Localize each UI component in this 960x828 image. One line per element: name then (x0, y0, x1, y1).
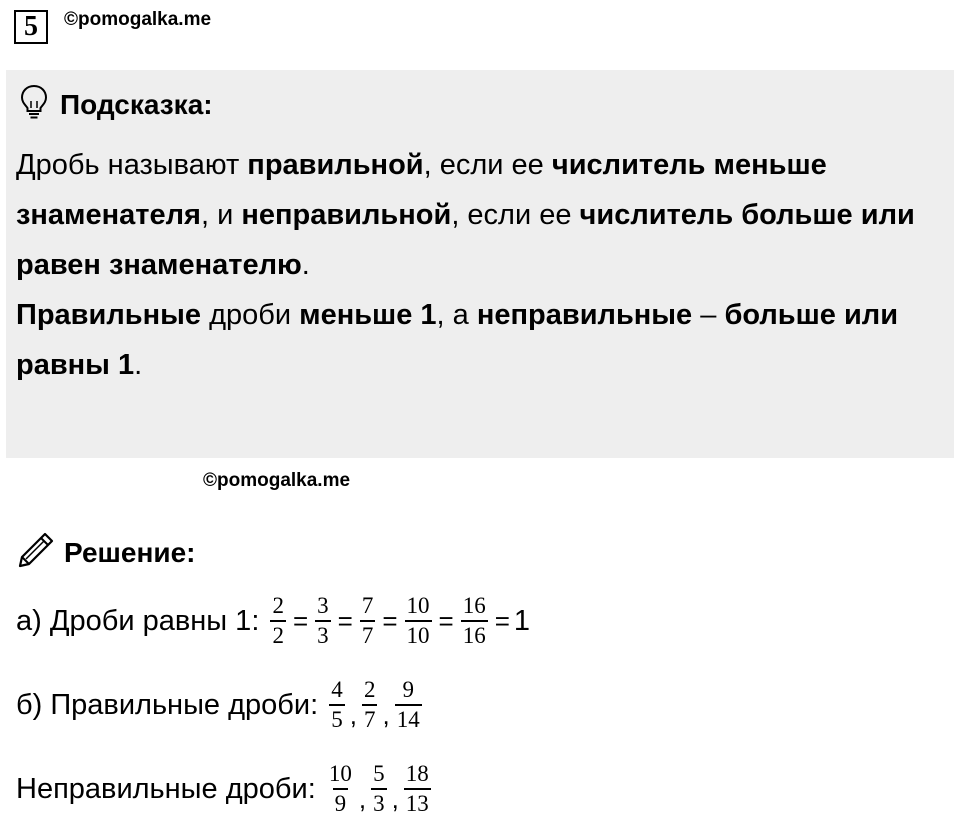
fraction-numerator: 3 (317, 593, 329, 618)
row-b-prefix: б) Правильные дроби: (16, 688, 327, 721)
equals-sign: = (382, 605, 398, 636)
equals-sign: = (438, 605, 454, 636)
hint-paragraph-1 (16, 140, 944, 290)
hint-text-segment: , если ее (451, 199, 580, 231)
fraction (461, 594, 488, 648)
fraction-denominator: 3 (371, 788, 387, 816)
answer-row-a (16, 594, 530, 648)
fraction-denominator: 7 (362, 704, 378, 732)
fraction (270, 594, 286, 648)
watermark-top: ©pomogalka.me (64, 9, 212, 30)
answer-row-b (16, 678, 425, 732)
fraction-numerator: 4 (331, 677, 343, 702)
hint-text (16, 140, 944, 390)
hint-text-segment: – (692, 299, 725, 331)
hint-bold-numerator-less: числитель меньше знаменателя (16, 149, 827, 231)
fraction-numerator: 7 (361, 593, 374, 618)
fraction-numerator: 10 (328, 761, 352, 786)
fraction (395, 678, 422, 732)
row-c-prefix: Неправильные дроби: (16, 772, 324, 805)
fraction-denominator: 2 (270, 620, 286, 648)
fraction (327, 762, 354, 816)
fraction-numerator: 5 (373, 761, 385, 786)
equals-sign: = (292, 605, 309, 636)
hint-text-segment: дроби (201, 299, 300, 331)
fraction-denominator: 7 (360, 620, 376, 648)
answer-row-c (16, 762, 434, 816)
fraction (329, 678, 345, 732)
pencil-icon (16, 530, 56, 575)
fraction-denominator: 14 (395, 704, 422, 732)
hint-text-segment: , если ее (423, 149, 552, 181)
fraction (371, 762, 387, 816)
fraction (315, 594, 331, 648)
fraction (362, 678, 378, 732)
hint-text-segment: . (134, 349, 143, 381)
fraction-denominator: 10 (405, 620, 432, 648)
hint-bold-improper-plural: неправильные (476, 299, 693, 331)
hint-header (20, 84, 213, 125)
comma-separator: , (382, 699, 390, 730)
hint-bold-greater-equal-one: больше или равны 1 (16, 299, 899, 381)
hint-bold-improper: неправильной (241, 199, 452, 231)
hint-paragraph-2 (16, 290, 944, 390)
hint-box (6, 70, 954, 458)
lightbulb-icon (20, 84, 48, 125)
hint-text-segment: , и (200, 199, 242, 231)
fraction (404, 762, 431, 816)
hint-text-segment: Дробь называют (16, 149, 248, 181)
watermark-middle: ©pomogalka.me (203, 470, 351, 491)
fraction-numerator: 9 (402, 677, 414, 702)
hint-bold-numerator-greater: числитель больше или равен знаменателю (16, 199, 915, 281)
fraction (360, 594, 376, 648)
fraction-denominator: 16 (461, 620, 488, 648)
hint-text-segment: , а (436, 299, 477, 331)
equals-sign: = (494, 605, 510, 636)
fraction (405, 594, 432, 648)
comma-separator: , (358, 783, 367, 814)
fraction-denominator: 9 (333, 788, 349, 816)
solution-header (16, 530, 195, 575)
fraction-numerator: 16 (462, 593, 486, 618)
fraction-denominator: 13 (404, 788, 431, 816)
fraction-numerator: 18 (405, 761, 429, 786)
fraction-denominator: 5 (329, 704, 345, 732)
task-number (14, 10, 48, 44)
comma-separator: , (349, 699, 357, 730)
hint-text-segment: . (301, 249, 310, 281)
fraction-numerator: 2 (272, 593, 284, 618)
fraction-numerator: 2 (363, 677, 376, 702)
hint-bold-proper: правильной (247, 149, 424, 181)
solution-title: Решение: (64, 536, 196, 568)
hint-bold-proper-plural: Правильные (16, 299, 202, 331)
hint-bold-less-one: меньше 1 (299, 299, 437, 331)
fraction-numerator: 10 (406, 593, 430, 618)
fraction-denominator: 3 (315, 620, 331, 648)
hint-title: Подсказка: (60, 88, 213, 120)
equals-sign: = (337, 605, 353, 636)
row-a-prefix: а) Дроби равны 1: (16, 604, 268, 637)
comma-separator: , (391, 783, 399, 814)
row-a-result: 1 (513, 604, 531, 637)
task-number-label: 5 (24, 11, 38, 42)
